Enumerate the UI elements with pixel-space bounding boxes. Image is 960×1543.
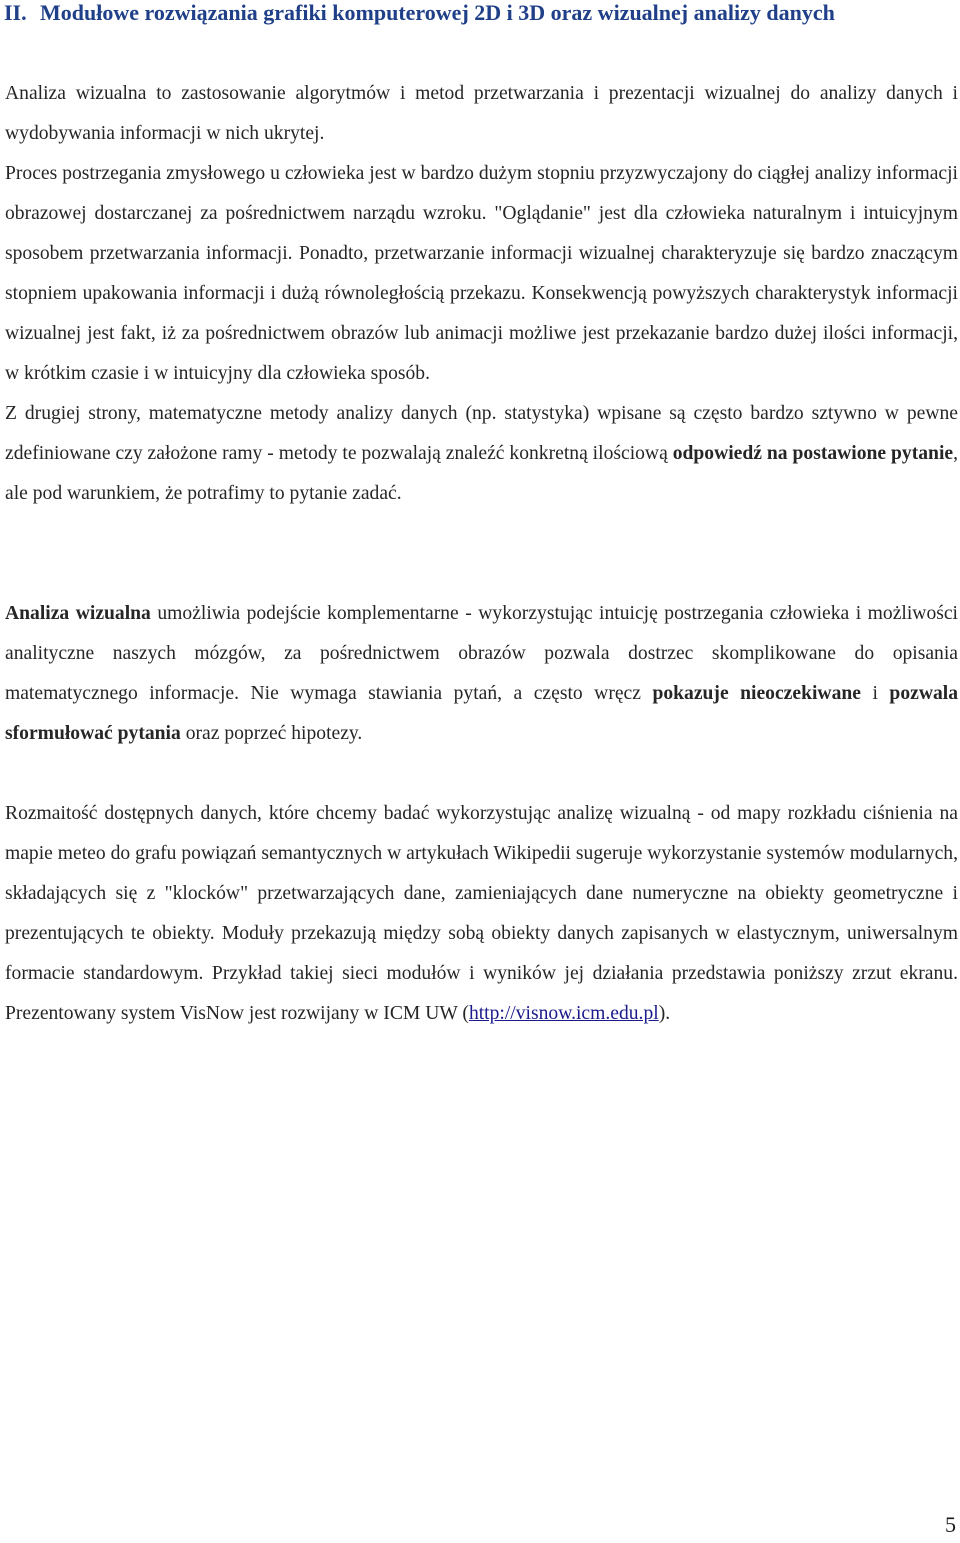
paragraph-intro [5, 74, 958, 514]
modular-systems-text: Rozmaitość dostępnych danych, które chcemy badać wykorzystując analizę wizualną - od mapy rozkładu ciśnienia na mapie meteo do grafu powiązań semantycznych w artykułach Wikipedii sugeruje wykorzystanie systemów modularnych, składających się z "klocków" przetwarzających dane, zamieniających dane numeryczne na obiekty geometryczne i prezentujących te obiekty. Moduły przekazują między sobą obiekty danych zapisanych w elastycznym, uniwersalnym formacie standardowym. Przykład takiej sieci modułów i wyników jej działania przedstawia poniższy zrzut ekranu. Prezentowany system VisNow jest rozwijany w ICM UW ( [5, 803, 958, 1024]
math-methods-text: Z drugiej strony, matematyczne metody analizy danych (np. statystyka) wpisane są często bardzo sztywno w pewne zdefiniowane czy założone ramy - metody te pozwalają znaleźć konkretną ilościową [5, 403, 958, 464]
bold-visual-analysis: Analiza wizualna [5, 603, 151, 624]
section-number: II. [4, 0, 27, 25]
visnow-link[interactable]: http://visnow.icm.edu.pl [468, 1003, 659, 1024]
section-heading [4, 0, 960, 26]
sentence-definition: Analiza wizualna to zastosowanie algorytmów i metod przetwarzania i prezentacji wizualnej do analizy danych i wydobywania informacji w nich ukrytej. [5, 83, 958, 144]
sentence-perception: Proces postrzegania zmysłowego u człowieka jest w bardzo dużym stopniu przyzwyczajony do ciągłej analizy informacji obrazowej dostarczanej za pośrednictwem narządu wzroku. "Oglądanie" jest dla człowieka naturalnym i intuicyjnym sposobem przetwarzania informacji. Ponadto, przetwarzanie informacji wizualnej charakteryzuje się bardzo znaczącym stopniem upakowania informacji i dużą równoległością przekazu. Konsekwencją powyższych charakterystyk informacji wizualnej jest fakt, iż za pośrednictwem obrazów lub animacji możliwe jest przekazanie bardzo dużej ilości informacji, w krótkim czasie i w intuicyjny dla człowieka sposób. [5, 163, 958, 384]
sentence-math-methods [5, 394, 958, 514]
visual-analysis-text: umożliwia podejście komplementarne - wykorzystując intuicję postrzegania człowieka i możliwości analityczne naszych mózgów, za pośrednictwem obrazów pozwala dostrzec skomplikowane do opisania matematycznego informacje. Nie wymaga stawiania pytań, a często wręcz [5, 603, 959, 704]
paragraph-modular-systems [5, 794, 958, 1034]
page-number: 5 [945, 1512, 956, 1537]
math-methods-tail: , ale pod warunkiem, że potrafimy to pytanie zadać. [5, 443, 958, 504]
paragraph-visual-analysis [5, 594, 958, 754]
bold-answer-phrase: odpowiedź na postawione pytanie [672, 443, 954, 464]
conjunction-text: i [872, 683, 878, 704]
bold-shows-unexpected: pokazuje nieoczekiwane [652, 683, 861, 704]
bold-formulate-questions: pozwala sformułować pytania [5, 683, 958, 744]
section-title: Modułowe rozwiązania grafiki komputerowej 2D i 3D oraz wizualnej analizy danych [40, 0, 835, 25]
hypotheses-text: oraz poprzeć hipotezy. [185, 723, 363, 744]
closing-parenthesis: ). [658, 1003, 671, 1024]
